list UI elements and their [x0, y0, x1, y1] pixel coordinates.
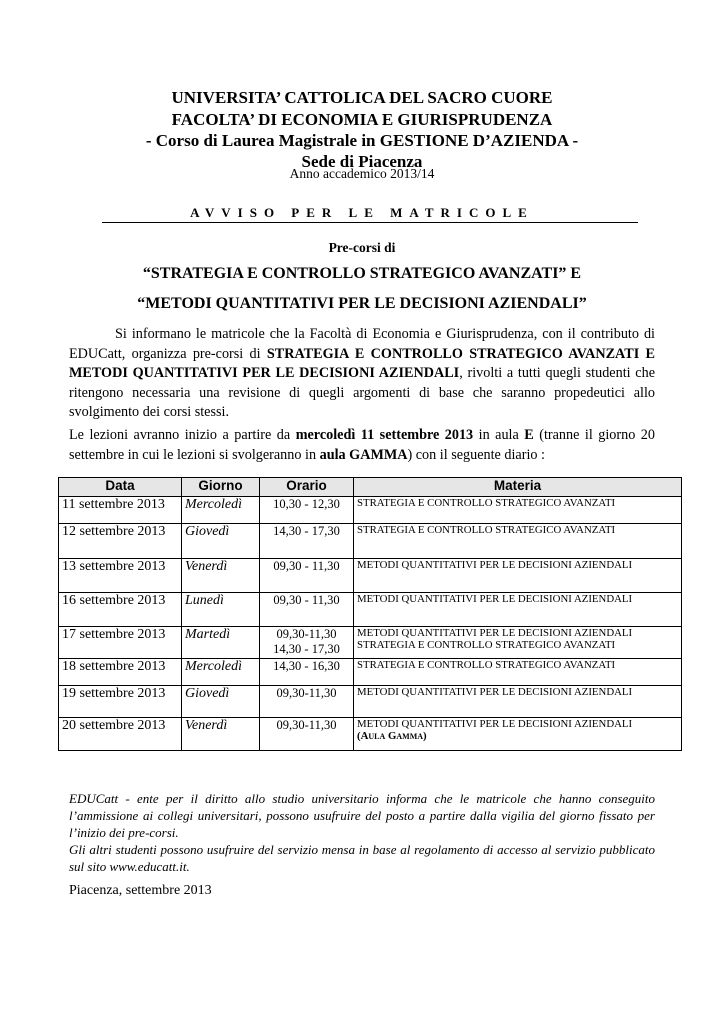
row-time: 09,30-11,30: [260, 718, 354, 751]
table-row: [59, 524, 682, 559]
row-day: Giovedì: [182, 524, 260, 559]
row-subject: STRATEGIA E CONTROLLO STRATEGICO AVANZATI: [354, 524, 682, 559]
course-name: - Corso di Laurea Magistrale in GESTIONE D’AZIENDA -: [145, 131, 579, 150]
row-time: 10,30 - 12,30: [260, 497, 354, 524]
university-name: UNIVERSITA’ CATTOLICA DEL SACRO CUORE: [171, 88, 553, 107]
row-subject-2: STRATEGIA E CONTROLLO STRATEGICO AVANZATI: [357, 639, 616, 651]
course-title-2: “METODI QUANTITATIVI PER LE DECISIONI AZIENDALI”: [137, 295, 587, 312]
notice-title: AVVISO PER LE MATRICOLE: [190, 205, 534, 220]
row-date: 18 settembre 2013: [59, 659, 182, 686]
row-day: Giovedì: [182, 686, 260, 718]
row-date: 12 settembre 2013: [59, 524, 182, 559]
header-day: Giorno: [182, 478, 260, 497]
academic-year: Anno accademico 2013/14: [289, 166, 435, 181]
faculty-name: FACOLTA’ DI ECONOMIA E GIURISPRUDENZA: [171, 110, 553, 129]
row-day: Venerdì: [182, 559, 260, 593]
row-subject: METODI QUANTITATIVI PER LE DECISIONI AZIENDALI: [354, 686, 682, 718]
table-row: [59, 627, 682, 659]
row-subject: METODI QUANTITATIVI PER LE DECISIONI AZIENDALI: [354, 559, 682, 593]
start-date: mercoledì 11 settembre 2013: [295, 427, 474, 443]
divider: [102, 222, 638, 223]
table-row: [59, 718, 682, 751]
schedule-table: [58, 477, 682, 751]
row-subject: STRATEGIA E CONTROLLO STRATEGICO AVANZATI: [354, 497, 682, 524]
room: E: [524, 427, 534, 443]
row-time: [260, 627, 354, 659]
row-date: 13 settembre 2013: [59, 559, 182, 593]
row-subject: METODI QUANTITATIVI PER LE DECISIONI AZIENDALI: [354, 593, 682, 627]
row-day: Mercoledì: [182, 659, 260, 686]
place-date-signature: Piacenza, settembre 2013: [69, 883, 212, 898]
row-subject: [354, 718, 682, 751]
intro-paragraph: [69, 325, 655, 423]
row-subject: [354, 627, 682, 659]
row-time-1: 09,30-11,30: [276, 627, 337, 641]
schedule-text: ) con il seguente diario :: [407, 446, 545, 463]
table-row: [59, 659, 682, 686]
table-header-row: [59, 478, 682, 497]
schedule-text: (tranne il giorno 20 settembre in cui le lezioni si svolgeranno in: [69, 427, 655, 463]
row-subject-1: METODI QUANTITATIVI PER LE DECISIONI AZIENDALI: [357, 718, 633, 730]
intro-courses: STRATEGIA E CONTROLLO STRATEGICO AVANZATI E METODI QUANTITATIVI PER LE DECISIONI AZIENDALI: [69, 345, 655, 381]
row-subject-note: (Aula Gamma): [357, 730, 427, 742]
precorsi-intro: Pre-corsi di: [328, 240, 396, 255]
row-date: 17 settembre 2013: [59, 627, 182, 659]
note-mensa: Gli altri studenti possono usufruire del servizio mensa in base al regolamento di accesso al servizio pubblicato sul sito www.educatt.it.: [69, 842, 655, 874]
row-subject: STRATEGIA E CONTROLLO STRATEGICO AVANZATI: [354, 659, 682, 686]
header-subject: Materia: [354, 478, 682, 497]
row-date: 19 settembre 2013: [59, 686, 182, 718]
room-gamma: aula GAMMA: [319, 446, 408, 463]
schedule-paragraph: [69, 426, 655, 465]
schedule-text: Le lezioni avranno inizio a partire da: [69, 427, 296, 443]
table-row: [59, 559, 682, 593]
intro-text-end: , rivolti a tutti quegli studenti che ritengono necessaria una revisione di quegli argomenti di base che saranno propedeutici allo svolgimento dei corsi stessi.: [69, 365, 655, 420]
row-day: Mercoledì: [182, 497, 260, 524]
row-date: 11 settembre 2013: [59, 497, 182, 524]
table-row: [59, 686, 682, 718]
row-time-2: 14,30 - 17,30: [273, 642, 340, 656]
row-time: 09,30 - 11,30: [260, 559, 354, 593]
row-time: 14,30 - 16,30: [260, 659, 354, 686]
row-date: 20 settembre 2013: [59, 718, 182, 751]
row-time: 14,30 - 17,30: [260, 524, 354, 559]
table-row: [59, 593, 682, 627]
schedule-text: in aula: [473, 427, 525, 443]
row-day: Lunedì: [182, 593, 260, 627]
row-day: Martedì: [182, 627, 260, 659]
table-row: [59, 497, 682, 524]
header-date: Data: [59, 478, 182, 497]
row-time: 09,30 - 11,30: [260, 593, 354, 627]
intro-text: Si informano le matricole che la Facoltà di Economia e Giurisprudenza, con il contributo di EDUCatt, organizza pre-corsi di: [69, 326, 655, 362]
seat-name: Sede di Piacenza: [301, 152, 423, 171]
row-time: 09,30-11,30: [260, 686, 354, 718]
educatt-note: [69, 790, 655, 875]
row-day: Venerdì: [182, 718, 260, 751]
header-time: Orario: [260, 478, 354, 497]
course-title-1: “STRATEGIA E CONTROLLO STRATEGICO AVANZATI” E: [142, 265, 582, 282]
row-date: 16 settembre 2013: [59, 593, 182, 627]
note-collegi: EDUCatt - ente per il diritto allo studio universitario informa che le matricole che hanno conseguito l’ammissione ai collegi universitari, possono usufruire del posto a partire dalla vigilia del giorno fissato per l’inizio dei pre-corsi.: [69, 791, 655, 840]
row-subject-1: METODI QUANTITATIVI PER LE DECISIONI AZIENDALI: [357, 627, 633, 639]
